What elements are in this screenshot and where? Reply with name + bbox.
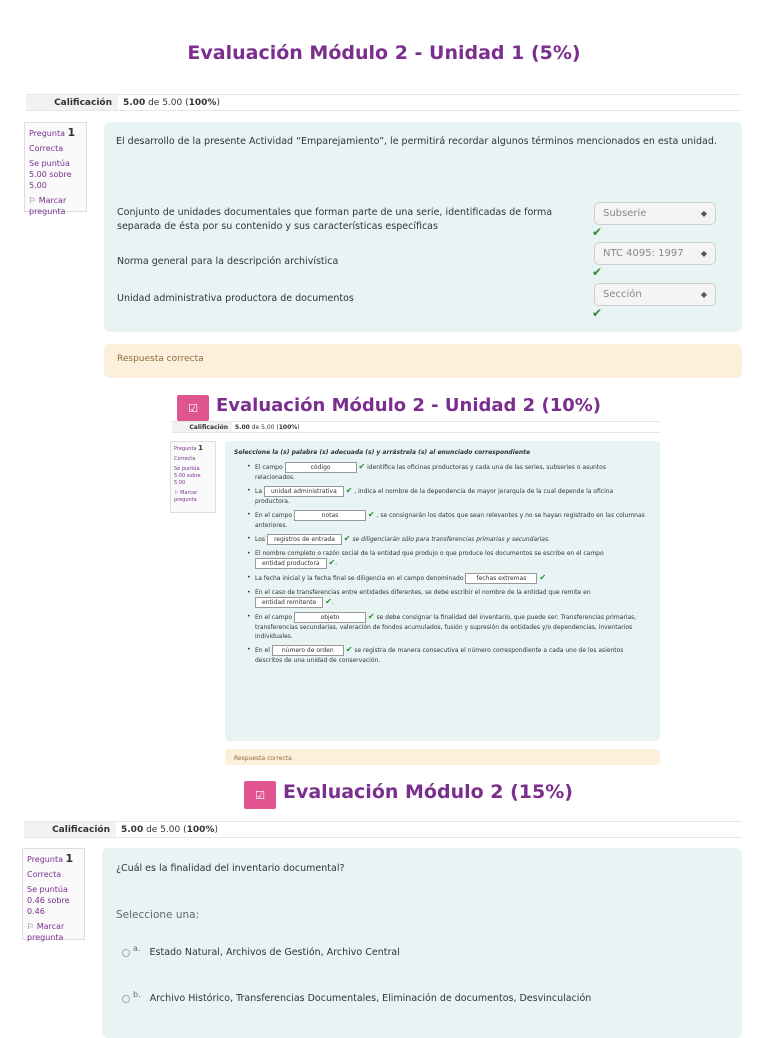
feedback-2 — [225, 749, 660, 765]
question-label: Pregunta — [27, 855, 63, 864]
question-score: Se puntúa 0.46 sobre 0.46 — [27, 885, 70, 916]
drop-zone[interactable]: entidad remitente — [255, 597, 323, 608]
question-info-1 — [24, 122, 87, 216]
grade-of: de 5.00 ( — [146, 824, 187, 835]
question-panel-2 — [225, 441, 660, 741]
flag-question-link[interactable] — [29, 195, 82, 217]
select-arrows-icon: ◆ — [700, 209, 707, 218]
question-status: Correcta — [27, 870, 62, 879]
check-icon: ✔ — [345, 645, 353, 654]
question-number: 1 — [67, 126, 76, 139]
radio-icon[interactable] — [122, 949, 130, 957]
grade-pct: 100% — [186, 824, 215, 835]
drop-zone[interactable]: notas — [294, 510, 366, 521]
section-title-3: Evaluación Módulo 2 (15%) — [283, 781, 573, 803]
question-status: Correcta — [174, 456, 196, 462]
match-select-1[interactable] — [594, 202, 716, 225]
grade-row-1 — [26, 94, 742, 111]
flag-label: Marcar pregunta — [27, 922, 65, 942]
grade-close: ) — [214, 824, 218, 835]
question-intro: El desarrollo de la presente Actividad “Emparejamiento”, le permitirá recordar algunos términos mencionados en esta unidad. — [116, 136, 717, 147]
option-a[interactable] — [122, 942, 400, 960]
question-score: Se puntúa 5.00 sobre 5.00 — [29, 159, 72, 190]
drop-zone[interactable]: objeto — [294, 612, 366, 623]
select-arrows-icon: ◆ — [700, 249, 707, 258]
flag-label: Marcar pregunta — [29, 196, 67, 216]
question-status: Correcta — [29, 144, 64, 153]
check-icon: ✔ — [343, 534, 351, 543]
question-panel-3 — [102, 848, 742, 1038]
grade-value: 5.00 — [235, 423, 250, 431]
check-icon: ✔ — [539, 573, 547, 582]
grade-close: ) — [216, 97, 220, 108]
grade-of: de 5.00 ( — [251, 423, 279, 431]
drag-item: • El campo código ✔ identifica las oficinas productoras y cada una de las series, subseries o asuntos relacionados. — [245, 462, 645, 482]
question-label: Pregunta — [174, 446, 197, 452]
check-icon: ✔ — [358, 462, 366, 471]
option-letter: b. — [133, 990, 141, 999]
grade-value-wrap — [235, 422, 300, 432]
question-info-2 — [170, 441, 216, 513]
grade-pct: 100% — [278, 423, 298, 431]
drag-item: • El nombre completo o razón social de la entidad que produjo o que produce los documentos se escribe en el campo entidad productora ✔. — [245, 549, 645, 569]
flag-question-link[interactable] — [27, 921, 80, 943]
drop-zone[interactable]: fechas extremas — [465, 573, 537, 584]
option-b[interactable] — [122, 988, 591, 1006]
drag-item: • En el campo notas ✔ , se consignarán los datos que sean relevantes y no se hayan registrado en las columnas anteriores. — [245, 510, 645, 530]
match-select-value: Sección — [603, 289, 642, 300]
match-row-text-1: Conjunto de unidades documentales que forman parte de una serie, identificadas de forma separada de ésta por su contenido y sus características específicas — [117, 207, 553, 232]
drop-zone[interactable]: número de orden — [272, 645, 344, 656]
check-icon: ✔ — [345, 486, 353, 495]
quiz-icon: ☑ — [177, 395, 209, 421]
section-title-2: Evaluación Módulo 2 - Unidad 2 (10%) — [216, 395, 602, 416]
flag-icon: ⚐ — [27, 922, 35, 931]
grade-of: de 5.00 ( — [148, 97, 189, 108]
grade-label: Calificación — [24, 822, 116, 837]
grade-row-2 — [172, 421, 660, 433]
drop-zone[interactable]: entidad productora — [255, 558, 327, 569]
match-row-text-2: Norma general para la descripción archivística — [117, 256, 339, 267]
check-icon: ✔ — [592, 306, 603, 320]
check-icon: ✔ — [367, 510, 375, 519]
drop-zone[interactable]: unidad administrativa — [264, 486, 344, 497]
question-info-3 — [22, 848, 85, 940]
grade-value: 5.00 — [121, 824, 144, 835]
grade-value-wrap — [123, 95, 220, 110]
grade-pct: 100% — [188, 97, 217, 108]
check-icon: ✔ — [325, 597, 332, 606]
flag-icon: ⚐ — [174, 490, 179, 496]
option-letter: a. — [133, 944, 141, 953]
check-icon: ✔ — [592, 265, 603, 279]
question-score: Se puntúa 5.00 sobre 5.00 — [174, 466, 201, 486]
grade-row-3 — [24, 821, 742, 838]
check-icon: ✔ — [592, 225, 603, 239]
drag-item: • La unidad administrativa ✔ , indica el nombre de la dependencia de mayor jerarquía de la cual depende la oficina productora. — [245, 486, 645, 506]
feedback-text: Respuesta correcta — [234, 755, 292, 762]
grade-label: Calificación — [172, 422, 232, 432]
drag-item: • En el caso de transferencias entre entidades diferentes, se debe escribir el nombre de la entidad que remite en entidad remitente ✔. — [245, 588, 645, 608]
select-prompt: Seleccione una: — [116, 909, 200, 921]
flag-icon: ⚐ — [29, 196, 37, 205]
question-label: Pregunta — [29, 129, 65, 138]
drag-item: • Los registros de entrada ✔ se diligenciarán sólo para transferencias primarias y secundarias. — [245, 534, 645, 545]
drag-item: • La fecha inicial y la fecha final se diligencia en el campo denominado fechas extremas ✔ — [245, 573, 645, 584]
quiz-icon: ☑ — [244, 781, 276, 809]
question-panel-1 — [104, 122, 742, 332]
question-text: ¿Cuál es la finalidad del inventario documental? — [116, 863, 345, 874]
drag-item: • En el campo objeto ✔ se debe consignar la finalidad del inventario, que puede ser: Transferencias primarias, transferencias secundarias, valoración de fondos acumulados, fusión y supresión de entidades y/o dependencias, inventarios individuales. — [245, 612, 645, 641]
grade-value-wrap — [121, 822, 218, 837]
match-select-value: NTC 4095: 1997 — [603, 248, 684, 259]
drag-item: • En el número de orden ✔ se registra de manera consecutiva el número correspondiente a cada uno de los asientos descritos de una unidad de conservación. — [245, 645, 645, 665]
section-title-1: Evaluación Módulo 2 - Unidad 1 (5%) — [187, 42, 581, 64]
option-text: Estado Natural, Archivos de Gestión, Archivo Central — [149, 947, 400, 959]
question-number: 1 — [198, 444, 203, 452]
match-select-value: Subserie — [603, 208, 647, 219]
match-select-2[interactable] — [594, 242, 716, 265]
flag-question-link[interactable] — [174, 490, 212, 504]
flag-label: Marcar pregunta — [174, 490, 198, 503]
grade-close: ) — [297, 423, 300, 431]
drop-zone[interactable]: código — [285, 462, 357, 473]
radio-icon[interactable] — [122, 995, 130, 1003]
drop-zone[interactable]: registros de entrada — [267, 534, 342, 545]
feedback-1 — [104, 344, 742, 378]
question-number: 1 — [65, 852, 74, 865]
option-text: Archivo Histórico, Transferencias Documentales, Eliminación de documentos, Desvinculación — [149, 993, 592, 1005]
match-select-3[interactable] — [594, 283, 716, 306]
grade-value: 5.00 — [123, 97, 146, 108]
match-row-text-3: Unidad administrativa productora de documentos — [117, 293, 354, 304]
drag-items-list — [245, 462, 645, 669]
question-instruction: Seleccione la (s) palabra (s) adecuada (s) y arrástrela (s) al enunciado correspondiente — [234, 449, 531, 456]
check-icon: ✔ — [328, 558, 336, 567]
select-arrows-icon: ◆ — [700, 290, 707, 299]
grade-label: Calificación — [26, 95, 118, 110]
feedback-text: Respuesta correcta — [117, 354, 204, 364]
check-icon: ✔ — [367, 612, 375, 621]
